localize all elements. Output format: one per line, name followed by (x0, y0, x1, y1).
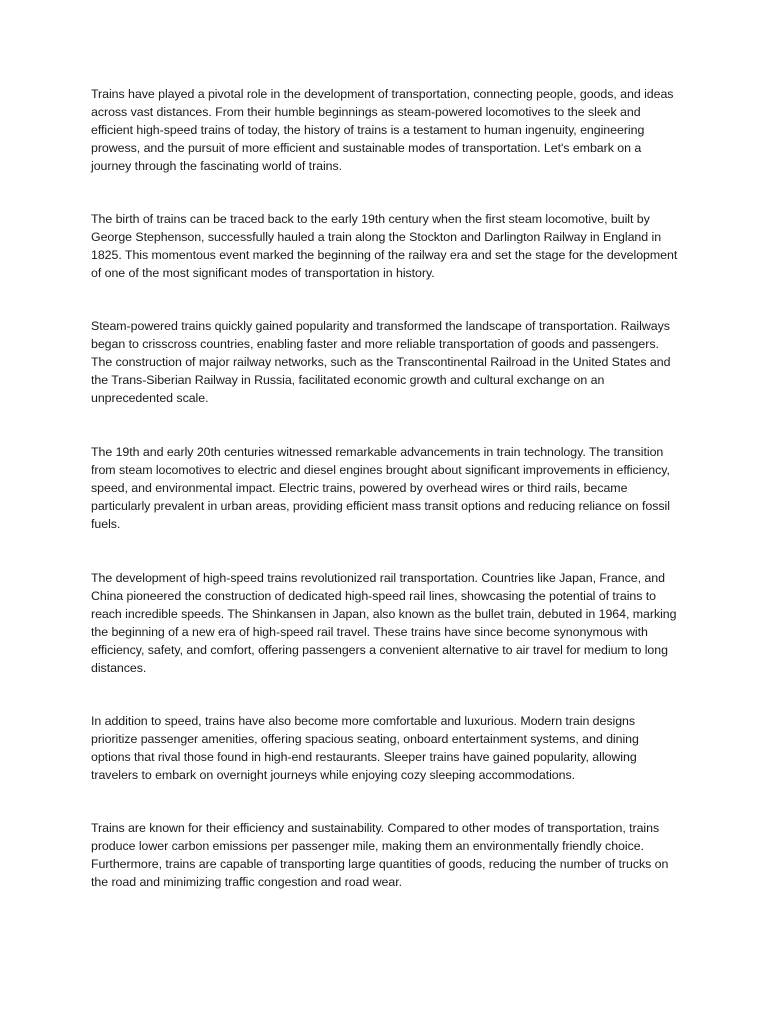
paragraph-train-technology: The 19th and early 20th centuries witnessed remarkable advancements in train technology. The transition from steam locomotives to electric and diesel engines brought about significant improvements in efficiency, speed, and environmental impact. Electric trains, powered by overhead wires or third rails, became particularly prevalent in urban areas, providing efficient mass transit options and reducing reliance on fossil fuels. (91, 445, 670, 531)
paragraph-birth-of-trains: The birth of trains can be traced back to the early 19th century when the first steam locomotive, built by George Stephenson, successfully hauled a train along the Stockton and Darlington Railway in England in 1825. This momentous event marked the beginning of the railway era and set the stage for the development of one of the most significant modes of transportation in history. (91, 212, 678, 280)
paragraph-comfort-luxury: In addition to speed, trains have also become more comfortable and luxurious. Modern train designs prioritize passenger amenities, offering spacious seating, onboard entertainment systems, and dining options that rival those found in high-end restaurants. Sleeper trains have gained popularity, allowing travelers to embark on overnight journeys while enjoying cozy sleeping accommodations. (91, 714, 639, 782)
paragraph-steam-trains: Steam-powered trains quickly gained popularity and transformed the landscape of transportation. Railways began to crisscross countries, enabling faster and more reliable transportation of goods and passengers. The construction of major railway networks, such as the Transcontinental Railroad in the United States and the Trans-Siberian Railway in Russia, facilitated economic growth and cultural exchange on an unprecedented scale. (91, 319, 671, 405)
paragraph-efficiency-sustainability: Trains are known for their efficiency and sustainability. Compared to other modes of transportation, trains produce lower carbon emissions per passenger mile, making them an environmentally friendly choice. Furthermore, trains are capable of transporting large quantities of goods, reducing the number of trucks on the road and minimizing traffic congestion and road wear. (91, 821, 669, 889)
paragraph-high-speed-trains: The development of high-speed trains revolutionized rail transportation. Countries like Japan, France, and China pioneered the construction of dedicated high-speed rail lines, showcasing the potential of trains to reach incredible speeds. The Shinkansen in Japan, also known as the bullet train, debuted in 1964, marking the beginning of a new era of high-speed rail travel. These trains have since become synonymous with efficiency, safety, and comfort, offering passengers a convenient alternative to air travel for medium to long distances. (91, 571, 677, 675)
paragraph-intro: Trains have played a pivotal role in the development of transportation, connecting people, goods, and ideas across vast distances. From their humble beginnings as steam-powered locomotives to the sleek and efficient high-speed trains of today, the history of trains is a testament to human ingenuity, engineering prowess, and the pursuit of more efficient and sustainable modes of transportation. Let's embark on a journey through the fascinating world of trains. (91, 87, 674, 173)
